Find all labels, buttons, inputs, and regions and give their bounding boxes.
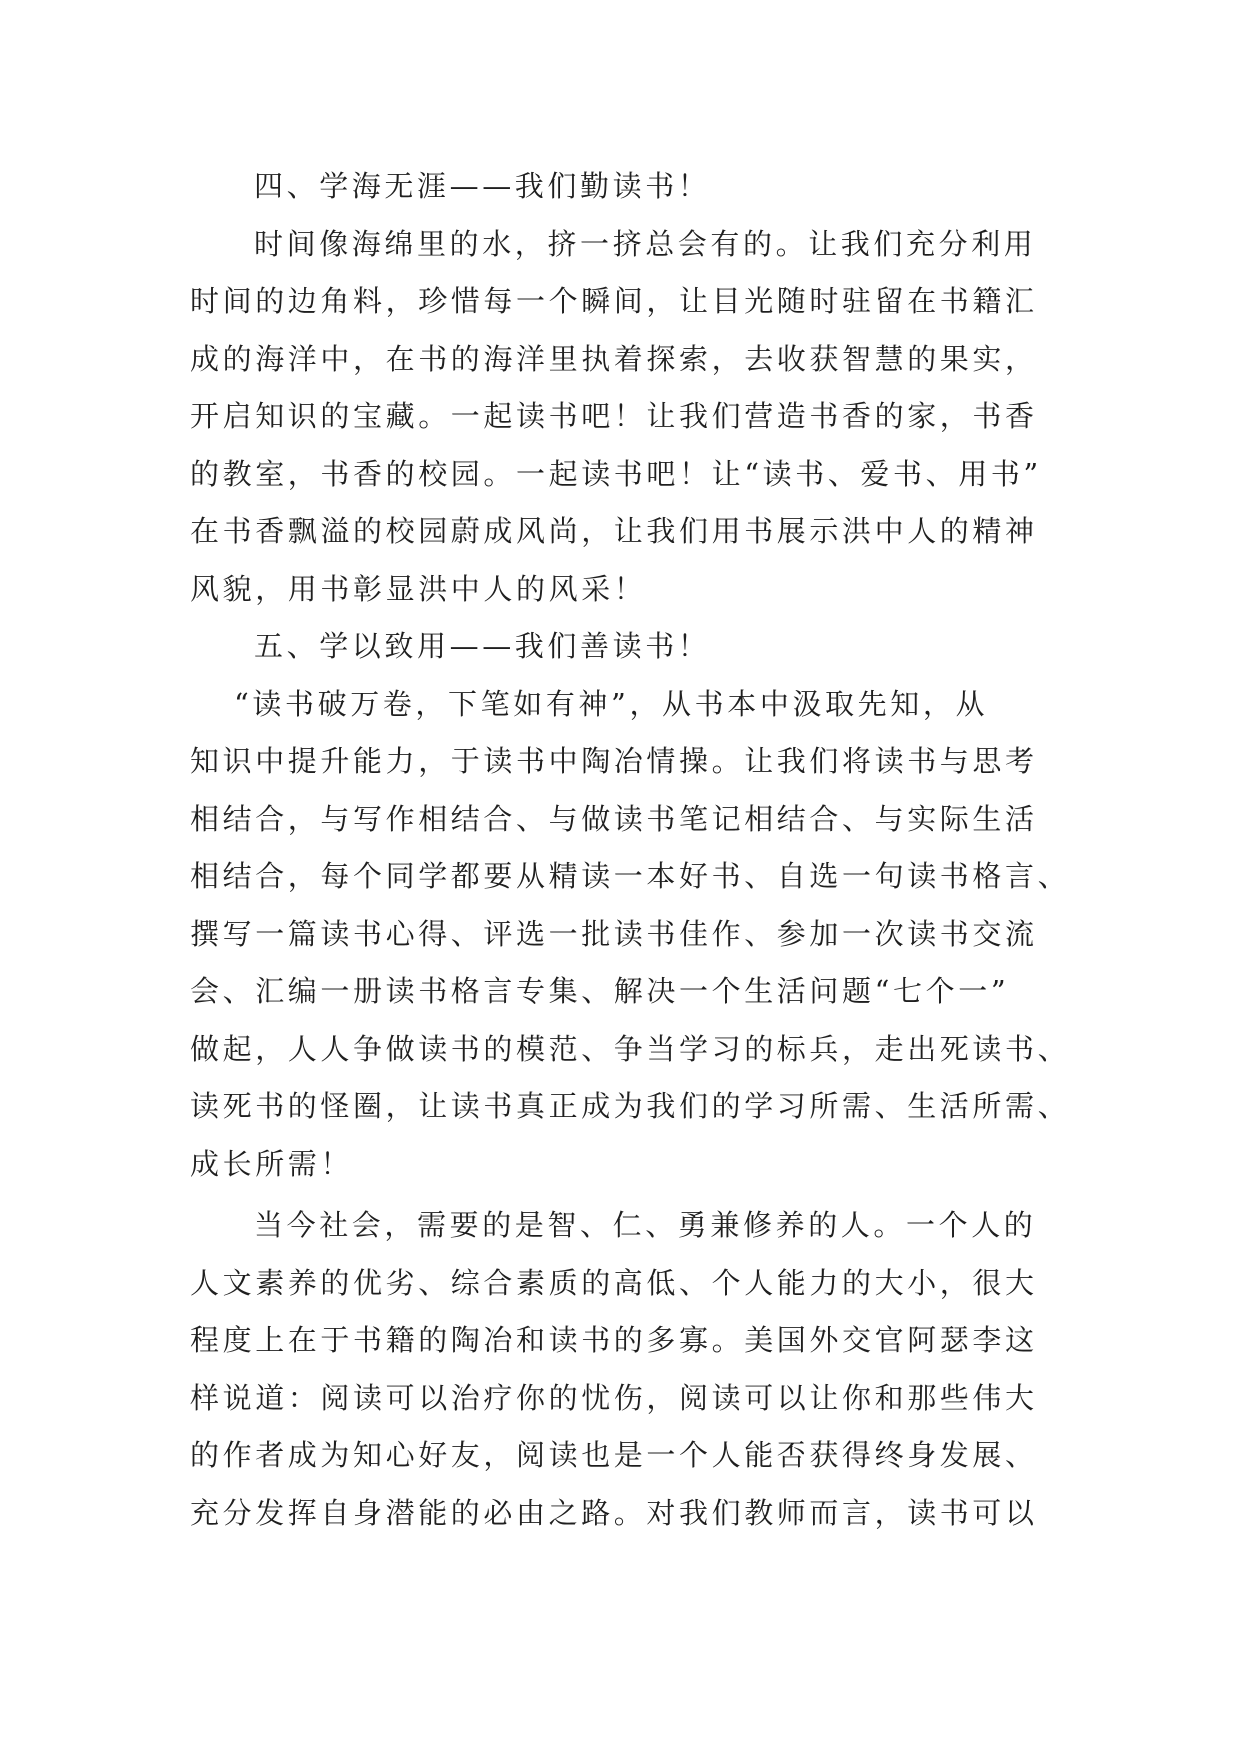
section-heading-5: 五、学以致用——我们善读书！	[254, 629, 711, 663]
paragraph-line: 知识中提升能力，于读书中陶冶情操。让我们将读书与思考	[190, 744, 1038, 778]
paragraph-line: “读书破万卷，下笔如有神”，从书本中汲取先知，从	[234, 686, 989, 721]
paragraph-line: 成的海洋中，在书的海洋里执着探索，去收获智慧的果实，	[190, 341, 1038, 376]
paragraph-line: 时间的边角料，珍惜每一个瞬间，让目光随时驻留在书籍汇	[190, 284, 1038, 318]
paragraph-line: 撰写一篇读书心得、评选一批读书佳作、参加一次读书交流	[190, 916, 1038, 951]
paragraph-line: 成长所需！	[190, 1146, 354, 1181]
paragraph-line: 样说道：阅读可以治疗你的忧伤，阅读可以让你和那些伟大	[190, 1380, 1038, 1415]
paragraph-line: 的作者成为知心好友，阅读也是一个人能否获得终身发展、	[190, 1438, 1038, 1472]
section-heading-4: 四、学海无涯——我们勤读书！	[254, 169, 711, 203]
paragraph-line: 充分发挥自身潜能的必由之路。对我们教师而言，读书可以	[190, 1495, 1038, 1530]
paragraph-line: 当今社会，需要的是智、仁、勇兼修养的人。一个人的	[254, 1208, 1037, 1242]
paragraph-line: 人文素养的优劣、综合素质的高低、个人能力的大小，很大	[190, 1265, 1038, 1300]
paragraph-line: 读死书的怪圈，让读书真正成为我们的学习所需、生活所需、	[190, 1089, 1071, 1123]
paragraph-line: 会、汇编一册读书格言专集、解决一个生活问题“七个一”	[190, 974, 1010, 1008]
paragraph-line: 开启知识的宝藏。一起读书吧！让我们营造书香的家，书香	[190, 399, 1038, 433]
paragraph-line: 程度上在于书籍的陶冶和读书的多寡。美国外交官阿瑟李这	[190, 1323, 1038, 1357]
paragraph-line: 时间像海绵里的水，挤一挤总会有的。让我们充分利用	[254, 226, 1037, 261]
paragraph-line: 相结合，与写作相结合、与做读书笔记相结合、与实际生活	[190, 801, 1038, 836]
document-body	[190, 158, 1071, 1542]
paragraph-line: 做起，人人争做读书的模范、争当学习的标兵，走出死读书、	[190, 1031, 1071, 1066]
paragraph-line: 的教室，书香的校园。一起读书吧！让“读书、爱书、用书”	[190, 456, 1042, 491]
paragraph-line: 风貌，用书彰显洪中人的风采！	[190, 571, 647, 606]
paragraph-line: 相结合，每个同学都要从精读一本好书、自选一句读书格言、	[190, 859, 1071, 893]
paragraph-line: 在书香飘溢的校园蔚成风尚，让我们用书展示洪中人的精神	[190, 514, 1038, 548]
